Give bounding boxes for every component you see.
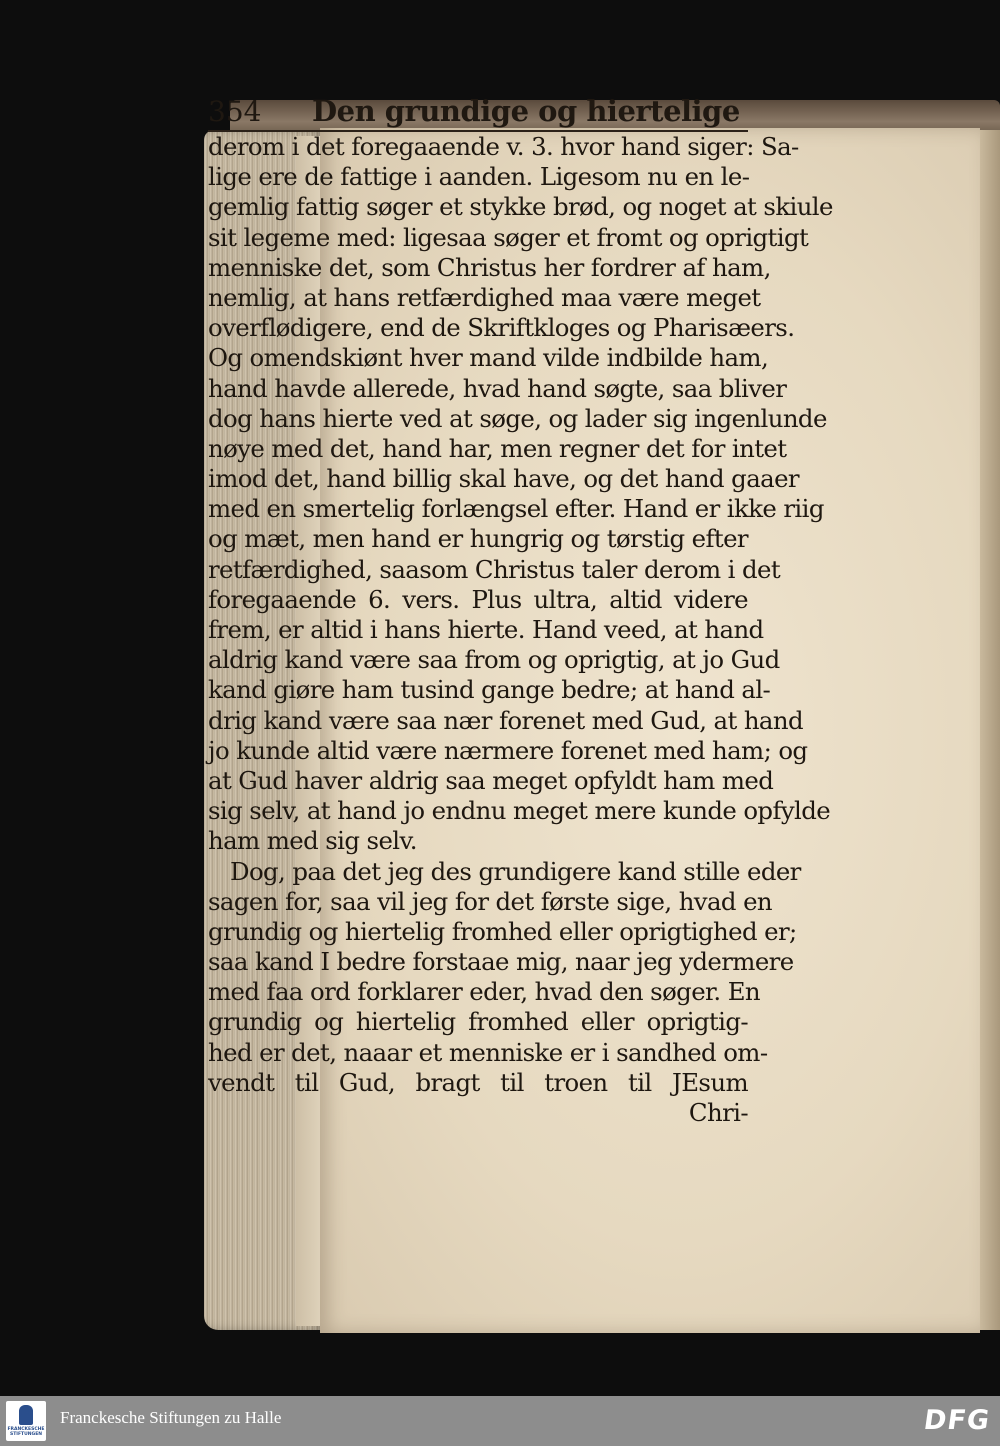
text-line: sagen for, saa vil jeg for det første sige, hvad en	[208, 886, 773, 916]
text-line: lige ere de fattige i aanden. Ligesom nu en le-	[208, 162, 750, 192]
footer-bar	[0, 1396, 1000, 1446]
text-line: imod det, hand billig skal have, og det hand gaaer	[208, 464, 799, 494]
text-line: hed er det, naaar et menniske er i sandhed om-	[208, 1037, 768, 1067]
text-line: hand havde allerede, hvad hand søgte, saa bliver	[208, 373, 787, 403]
text-line: grundig og hiertelig fromhed eller oprigtighed er;	[208, 916, 797, 946]
text-line: at Gud haver aldrig saa meget opfyldt ham med	[208, 765, 774, 795]
text-line: nøye med det, hand har, men regner det for intet	[208, 433, 787, 463]
institution-logo-icon	[19, 1405, 33, 1425]
text-line: nemlig, at hans retfærdighed maa være meget	[208, 282, 761, 312]
dfg-logo[interactable]: DFG	[921, 1405, 993, 1436]
text-line: gemlig fattig søger et stykke brød, og noget at skiule	[208, 192, 833, 222]
text-line: kand giøre ham tusind gange bedre; at hand al-	[208, 675, 771, 705]
text-line: ham med sig selv.	[208, 826, 417, 856]
institution-name[interactable]: Franckesche Stiftungen zu Halle	[60, 1408, 282, 1427]
body-text	[208, 132, 833, 1128]
text-line: menniske det, som Christus her fordrer af ham,	[208, 252, 771, 282]
text-line: sig selv, at hand jo endnu meget mere kunde opfylde	[208, 796, 831, 826]
gutter	[980, 130, 1000, 1330]
page-number: 354	[208, 95, 262, 128]
text-line: aldrig kand være saa from og oprigtig, at jo Gud	[208, 645, 780, 675]
text-line: dog hans hierte ved at søge, og lader sig ingenlunde	[208, 403, 827, 433]
text-line: Dog, paa det jeg des grundigere kand stille eder	[230, 856, 801, 886]
text-line: Og omendskiønt hver mand vilde indbilde ham,	[208, 343, 769, 373]
text-line: foregaaende 6. vers. Plus ultra, altid videre	[208, 584, 748, 614]
text-line: vendt til Gud, bragt til troen til JEsum	[208, 1067, 748, 1097]
text-line: drig kand være saa nær forenet med Gud, at hand	[208, 705, 804, 735]
text-line: frem, er altid i hans hierte. Hand veed, at hand	[208, 615, 764, 644]
text-line: med en smertelig forlængsel efter. Hand er ikke riig	[208, 494, 824, 524]
running-title: Den grundige og hiertelige	[312, 94, 740, 128]
text-line: grundig og hiertelig fromhed eller oprigtig-	[208, 1007, 748, 1037]
institution-logo[interactable]	[6, 1401, 46, 1441]
text-line: retfærdighed, saasom Christus taler derom i det	[208, 554, 781, 584]
text-line: saa kand I bedre forstaae mig, naar jeg ydermere	[208, 947, 794, 977]
institution-logo-text: FRANCKESCHE STIFTUNGEN	[7, 1427, 45, 1437]
text-line: og mæt, men hand er hungrig og tørstig efter	[208, 524, 748, 554]
page-header	[208, 90, 748, 132]
text-line: med faa ord forklarer eder, hvad den søger. En	[208, 977, 761, 1007]
catchword: Chri-	[688, 1098, 748, 1127]
text-line: derom i det foregaaende v. 3. hvor hand siger: Sa-	[208, 132, 799, 161]
text-line: jo kunde altid være nærmere forenet med ham; og	[208, 735, 808, 765]
text-line: sit legeme med: ligesaa søger et fromt og oprigtigt	[208, 222, 809, 252]
text-line: overflødigere, end de Skriftkloges og Pharisæers.	[208, 313, 795, 343]
